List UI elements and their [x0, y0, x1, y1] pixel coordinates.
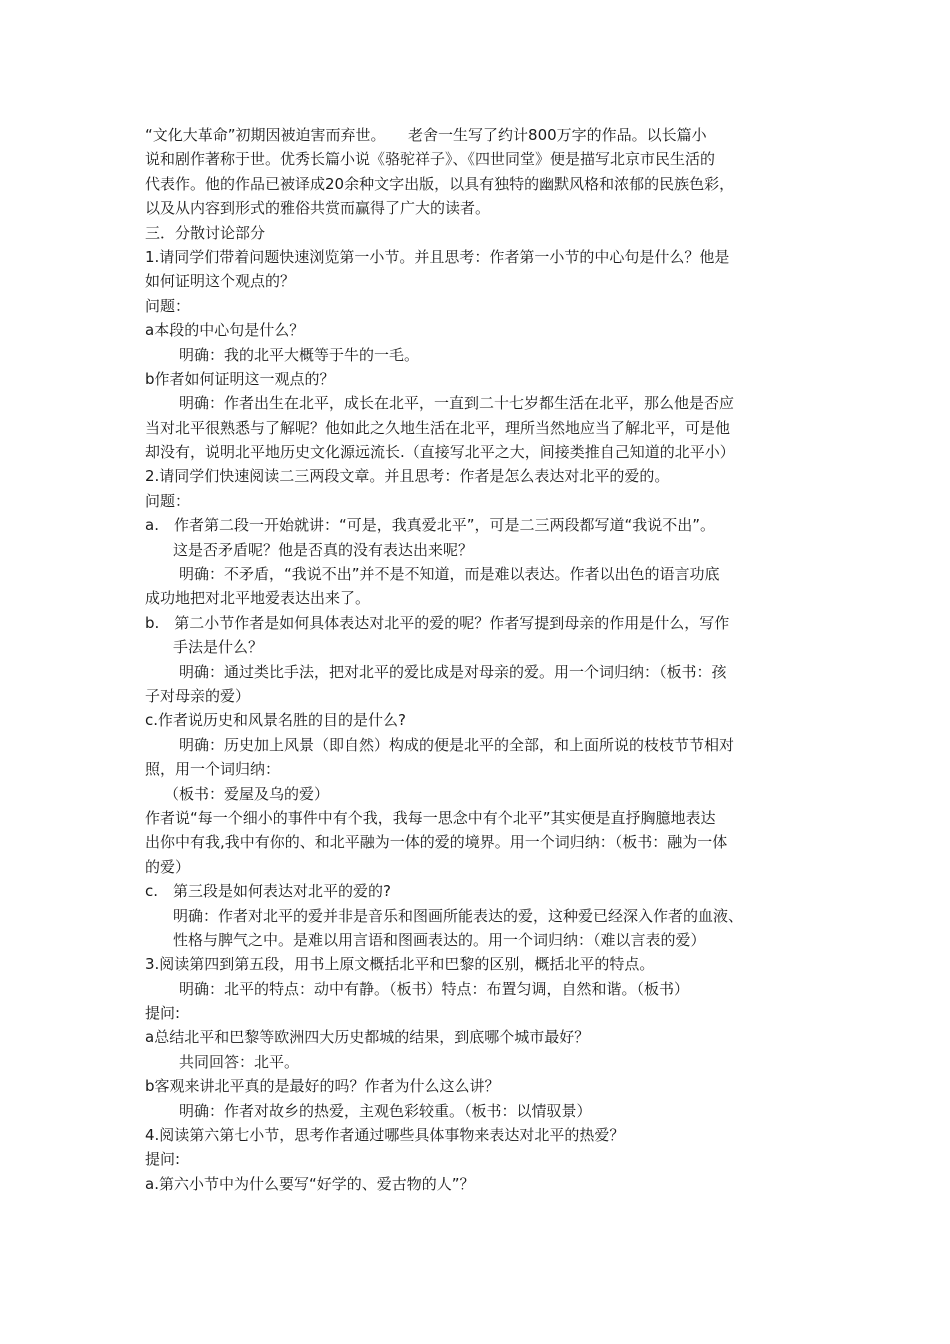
answer-text: 明确：作者对北平的爱并非是音乐和图画所能表达的爱，这种爱已经深入作者的血液、 — [173, 906, 744, 925]
answer-text: 性格与脾气之中。是难以用言语和图画表达的。用一个词归纳：（难以言表的爱） — [173, 930, 706, 949]
question-text: b. 第二小节作者是如何具体表达对北平的爱的呢？作者写提到母亲的作用是什么，写作 — [145, 613, 730, 632]
question-text: 如何证明这个观点的？ — [145, 272, 296, 291]
answer-text: 当对北平很熟悉与了解呢？他如此之久地生活在北平，理所当然地应当了解北平，可是他 — [145, 418, 731, 437]
answer-text: 明确：北平的特点：动中有静。（板书）特点：布置匀调，自然和谐。（板书） — [179, 979, 690, 998]
label-text: 提问: — [145, 1004, 181, 1023]
answer-text: 明确：不矛盾，“我说不出”并不是不知道，而是难以表达。作者以出色的语言功底 — [179, 565, 720, 584]
answer-text: 明确：作者出生在北平，成长在北平，一直到二十七岁都生活在北平，那么他是否应 — [179, 394, 735, 413]
text-line: 的爱） — [145, 857, 191, 876]
label-text: 问题： — [145, 491, 191, 510]
answer-text: 明确：历史加上风景（即自然）构成的便是北平的全部，和上面所说的枝枝节节相对 — [179, 735, 735, 754]
answer-text: 明确：通过类比手法，把对北平的爱比成是对母亲的爱。用一个词归纳：（板书：孩 — [179, 662, 727, 681]
question-text: 手法是什么？ — [173, 638, 264, 657]
answer-text: （板书：爱屋及乌的爱） — [164, 784, 330, 803]
question-text: 3.阅读第四到第五段，用书上原文概括北平和巴黎的区别，概括北平的特点。 — [145, 955, 655, 974]
answer-text: 子对母亲的爱） — [145, 686, 251, 705]
text-line: 作者说“每一个细小的事件中有个我，我每一思念中有个北平”其实便是直抒胸臆地表达 — [145, 808, 716, 827]
text-line: 出你中有我,我中有你的、和北平融为一体的爱的境界。用一个词归纳：（板书：融为一体 — [145, 833, 728, 852]
section-heading: 三．分散讨论部分 — [145, 223, 266, 242]
label-text: 问题： — [145, 296, 191, 315]
question-text: b作者如何证明这一观点的？ — [145, 369, 335, 388]
answer-text: 照，用一个词归纳： — [145, 760, 281, 779]
answer-text: 成功地把对北平地爱表达出来了。 — [145, 589, 371, 608]
answer-text: 明确：作者对故乡的热爱，主观色彩较重。（板书：以情驭景） — [179, 1101, 592, 1120]
text-line: 以及从内容到形式的雅俗共赏而赢得了广大的读者。 — [145, 199, 491, 218]
question-text: 2.请同学们快速阅读二三两段文章。并且思考：作者是怎么表达对北平的爱的。 — [145, 467, 670, 486]
question-text: b客观来讲北平真的是最好的吗？作者为什么这么讲？ — [145, 1077, 500, 1096]
question-text: 这是否矛盾呢？他是否真的没有表达出来呢？ — [173, 540, 474, 559]
answer-text: 明确：我的北平大概等于牛的一毛。 — [179, 345, 420, 364]
text-line: “文化大革命”初期因被迫害而弃世。 老舍一生写了约计800万字的作品。以长篇小 — [145, 126, 707, 144]
question-text: c.作者说历史和风景名胜的目的是什么? — [145, 711, 406, 730]
text-line: 代表作。他的作品已被译成20余种文字出版，以具有独特的幽默风格和浓郁的民族色彩， — [145, 174, 735, 193]
question-text: a本段的中心句是什么？ — [145, 321, 305, 340]
answer-text: 共同回答：北平。 — [179, 1052, 300, 1071]
question-text: 1.请同学们带着问题快速浏览第一小节。并且思考：作者第一小节的中心句是什么？他是 — [145, 247, 730, 266]
label-text: 提问: — [145, 1150, 181, 1169]
question-text: a总结北平和巴黎等欧洲四大历史都城的结果，到底哪个城市最好？ — [145, 1028, 590, 1047]
question-text: a.第六小节中为什么要写“好学的、爱古物的人”？ — [145, 1174, 475, 1193]
answer-text: 却没有，说明北平地历史文化源远流长.（直接写北平之大，间接类推自己知道的北平小） — [145, 443, 735, 462]
question-text: a. 作者第二段一开始就讲：“可是，我真爱北平”，可是二三两段都写道“我说不出”。 — [145, 516, 716, 535]
text-line: 说和剧作著称于世。优秀长篇小说《骆驼祥子》、《四世同堂》便是描写北京市民生活的 — [145, 150, 716, 169]
document-body — [145, 123, 817, 1196]
question-text: 4.阅读第六第七小节，思考作者通过哪些具体事物来表达对北平的热爱？ — [145, 1126, 625, 1145]
question-text: c. 第三段是如何表达对北平的爱的? — [145, 882, 391, 901]
